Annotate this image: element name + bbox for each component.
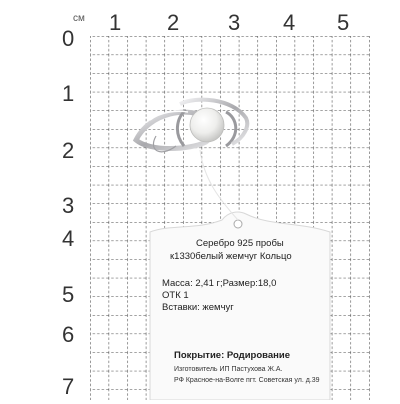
ruler-row-2: 2 <box>62 138 75 163</box>
tag-coating: Покрытие: Родирование <box>174 350 290 361</box>
tag-inserts: Вставки: жемчуг <box>162 302 234 313</box>
ruler-row-7: 7 <box>62 374 75 399</box>
tag-article: к1330белый жемчуг Кольцо <box>170 251 292 262</box>
tag-maker: Изготовитель ИП Пастухова Ж.А. <box>174 366 283 373</box>
ruler-col-1: 1 <box>109 10 122 35</box>
ruler-row-4: 4 <box>62 226 75 251</box>
unit-label: см <box>73 13 85 24</box>
ruler-col-2: 2 <box>167 10 180 35</box>
ruler-row-6: 6 <box>62 322 75 347</box>
ruler-row-3: 3 <box>62 193 75 218</box>
pearl <box>190 108 224 142</box>
ruler-row-5: 5 <box>62 282 75 307</box>
tag-address: РФ Красное-на-Волге пгт. Советская ул. д.39 <box>174 377 320 384</box>
tag-title: Серебро 925 пробы <box>196 238 284 249</box>
ruler-col-5: 5 <box>337 10 350 35</box>
tag-otk: ОТК 1 <box>162 290 189 301</box>
tag-text <box>150 208 330 404</box>
ruler-row-0: 0 <box>62 26 75 51</box>
ruler-col-4: 4 <box>283 10 296 35</box>
tag-mass-size: Масса: 2,41 г;Размер:18,0 <box>162 278 277 289</box>
ruler-col-3: 3 <box>228 10 241 35</box>
ruler-row-1: 1 <box>62 81 75 106</box>
